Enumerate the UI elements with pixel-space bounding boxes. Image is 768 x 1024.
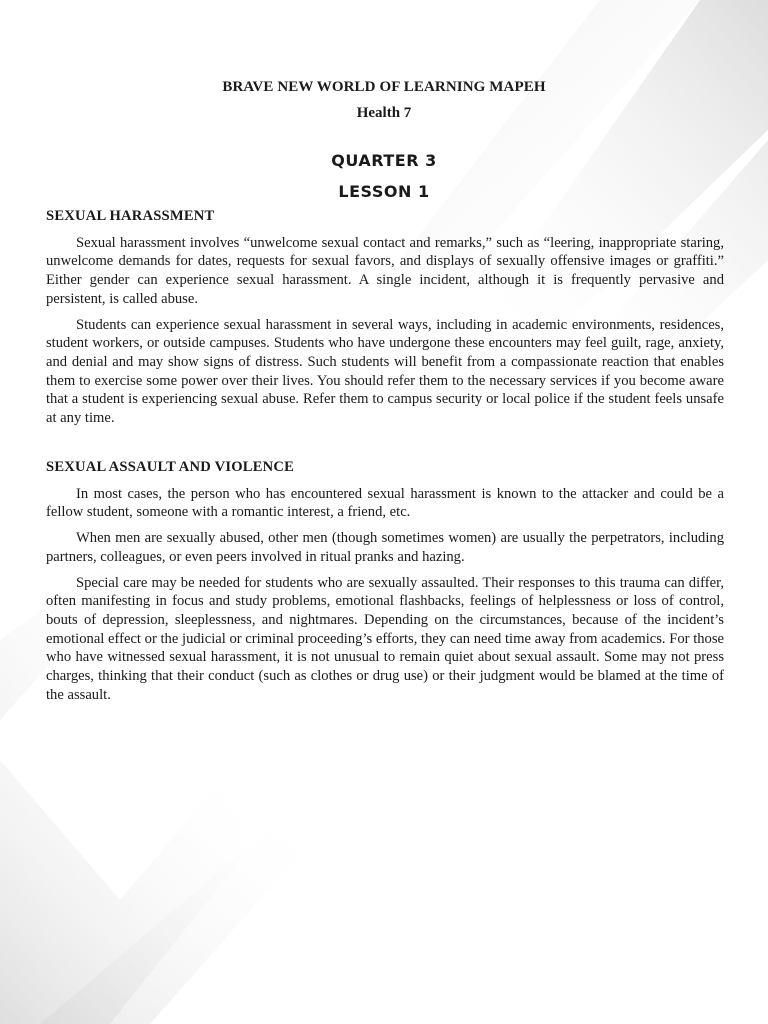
paragraph: Special care may be needed for students who are sexually assaulted. Their responses to this trauma can differ, often manifesting in focus and study problems, emotional flashbacks, feelings of helplessness or loss of control, bouts of depression, sleeplessness, and nightmares. Depending on the circumstances, because of the incident’s emotional effect or the judicial or criminal proceeding’s efforts, they can need time away from academics. For those who have witnessed sexual harassment, it is not unusual to remain quiet about sexual assault. Some may not press charges, thinking that their conduct (such as clothes or drug use) or their judgment would be blamed at the time of the assault. (46, 574, 724, 703)
paragraph: When men are sexually abused, other men (though sometimes women) are usually the perpetrators, including partners, colleagues, or even peers involved in ritual pranks and hazing. (46, 530, 724, 565)
lesson-heading: LESSON 1 (338, 182, 430, 201)
paragraph: Sexual harassment involves “unwelcome sexual contact and remarks,” such as “leering, inappropriate staring, unwelcome demands for dates, requests for sexual favors, and displays of sexually offensive images or graffiti.” Either gender can experience sexual harassment. A single incident, although it is frequently pervasive and persistent, is called abuse. (46, 234, 724, 307)
quarter-heading: QUARTER 3 (331, 151, 437, 170)
section-heading: SEXUAL HARASSMENT (46, 208, 215, 224)
section-heading: SEXUAL ASSAULT AND VIOLENCE (46, 459, 295, 475)
paragraph: In most cases, the person who has encountered sexual harassment is known to the attacker and could be a fellow student, someone with a romantic interest, a friend, etc. (46, 485, 724, 521)
subject-title: Health 7 (356, 105, 412, 121)
section-sexual-harassment (46, 207, 724, 435)
paragraph: Students can experience sexual harassment in several ways, including in academic environments, residences, student workers, or outside campuses. Students who have undergone these encounters may feel guilt, rage, anxiety, and denial and may show signs of distress. Such students will benefit from a compassionate reaction that enables them to exercise some power over their lives. You should refer them to the necessary services if you become aware that a student is experiencing sexual abuse. Refer them to campus security or local police if the student feels unsafe at any time. (46, 316, 724, 427)
section-sexual-assault-violence (46, 458, 724, 711)
book-title: BRAVE NEW WORLD OF LEARNING MAPEH (222, 79, 546, 95)
